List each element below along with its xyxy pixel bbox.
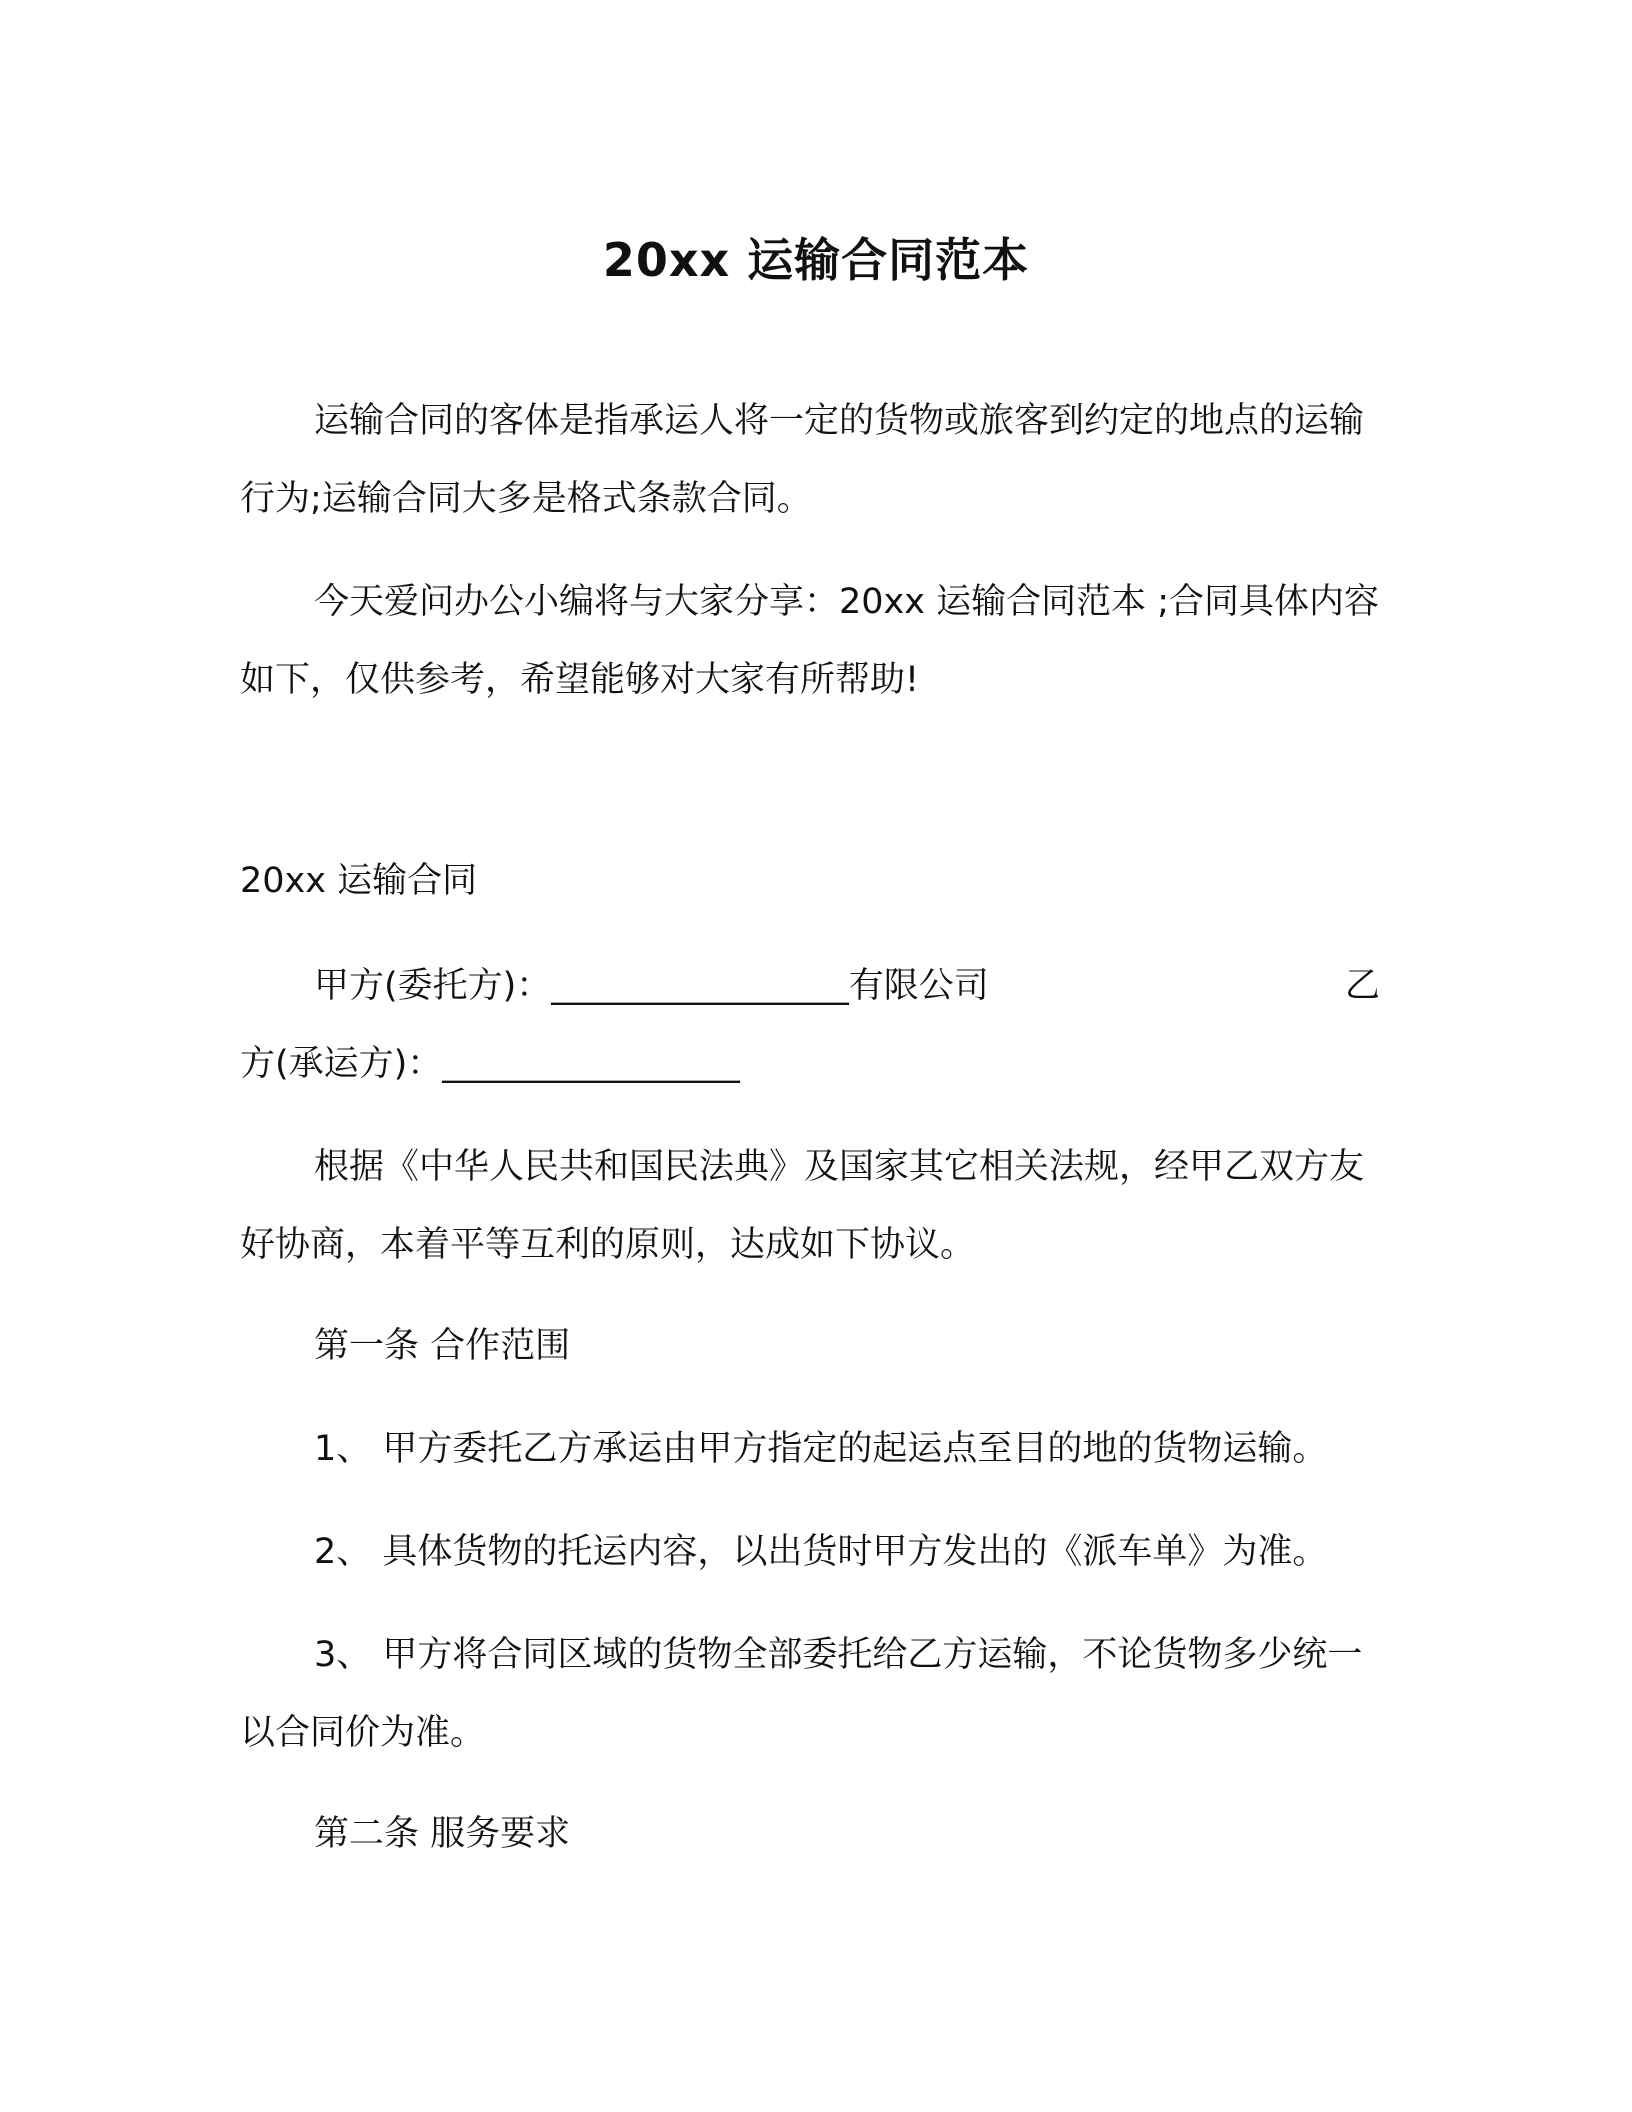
intro-paragraph-1: 运输合同的客体是指承运人将一定的货物或旅客到约定的地点的运输行为;运输合同大多是格式条款合同。 [240, 401, 1365, 519]
article-1-heading: 第一条 合作范围 [314, 1326, 571, 1366]
intro-paragraph-2: 今天爱问办公小编将与大家分享：20xx 运输合同范本 ;合同具体内容如下，仅供参考，希望能够对大家有所帮助! [240, 582, 1380, 700]
party-b-line: 方(承运方)：_________________ [240, 1044, 740, 1084]
party-b-char: 乙 [1344, 966, 1380, 1006]
party-a-line [314, 947, 1380, 1025]
document-title: 20xx 运输合同范本 [602, 233, 1030, 287]
article-1-item: 3、 甲方将合同区域的货物全部委托给乙方运输，不论货物多少统一以合同价为准。 [240, 1635, 1363, 1753]
article-1-item: 1、 甲方委托乙方承运由甲方指定的起运点至目的地的货物运输。 [314, 1429, 1328, 1469]
contract-heading: 20xx 运输合同 [240, 861, 478, 901]
article-2-heading: 第二条 服务要求 [314, 1814, 571, 1854]
basis-paragraph: 根据《中华人民共和国民法典》及国家其它相关法规，经甲乙双方友好协商，本着平等互利的原则，达成如下协议。 [240, 1147, 1365, 1265]
party-a-text: 甲方(委托方)：_________________有限公司 [314, 966, 989, 1006]
article-1-item: 2、 具体货物的托运内容，以出货时甲方发出的《派车单》为准。 [314, 1532, 1328, 1572]
